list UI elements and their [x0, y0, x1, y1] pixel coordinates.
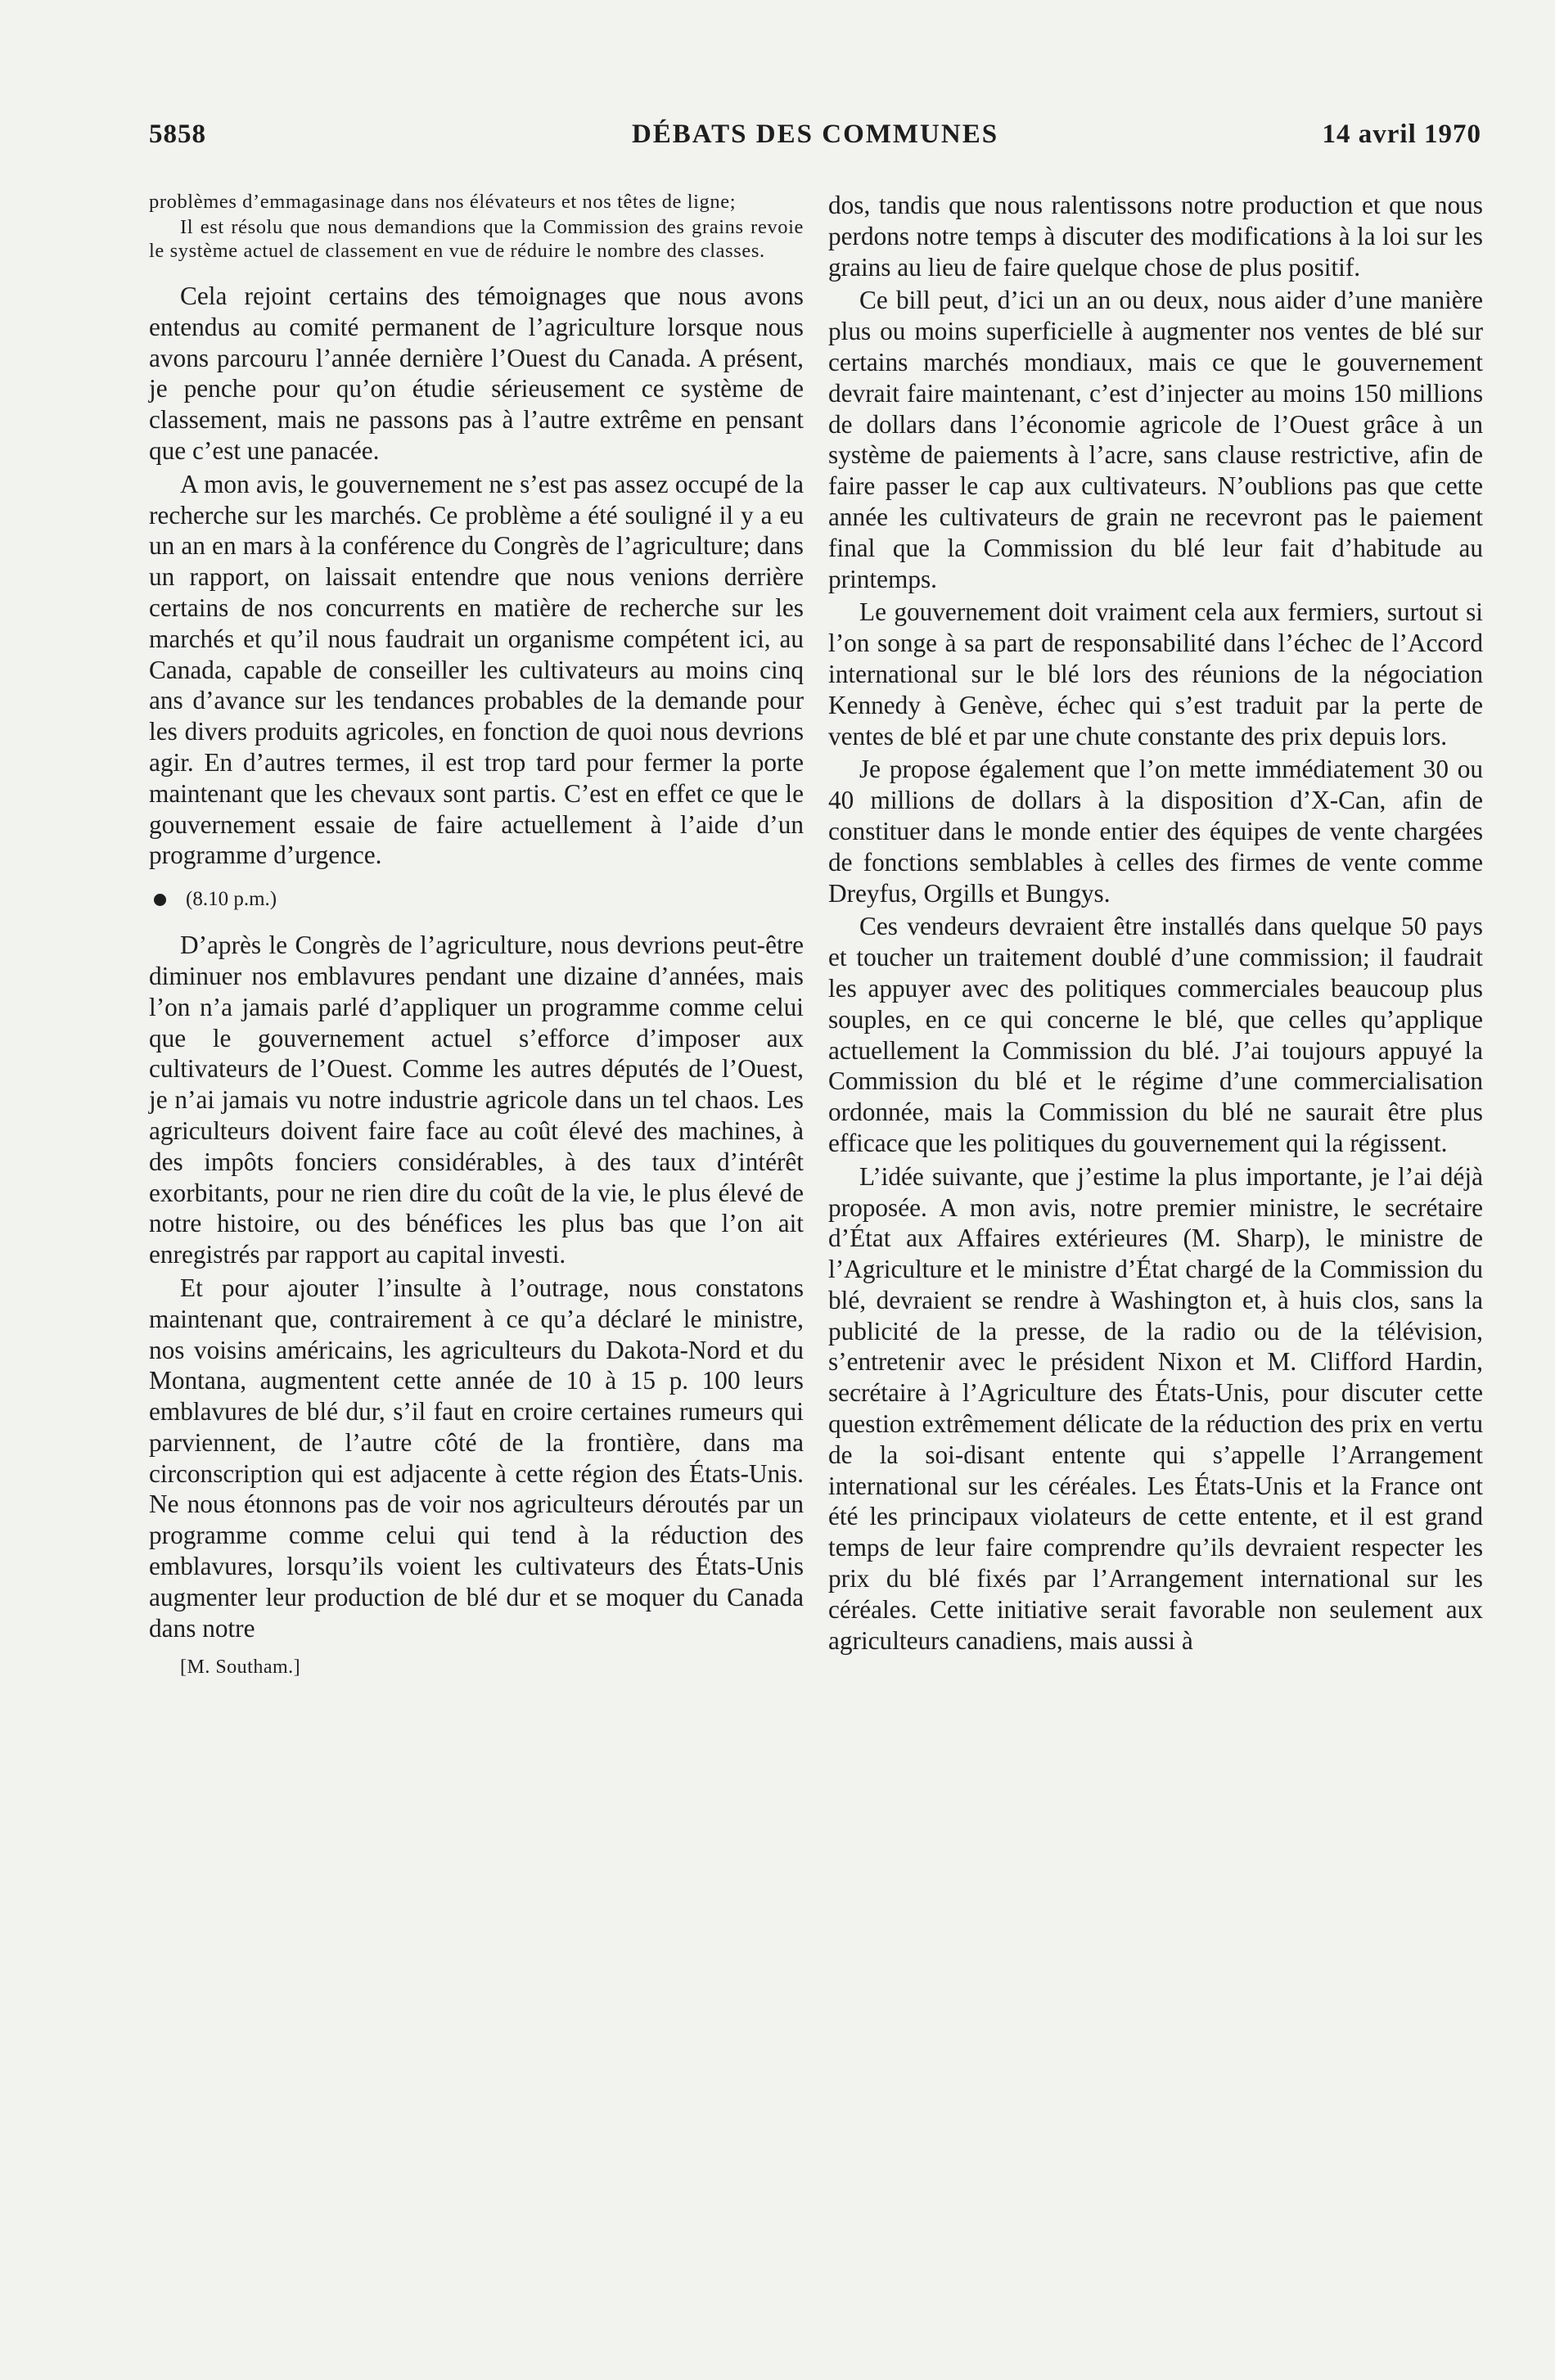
paragraph: Ces vendeurs devraient être installés dans quelque 50 pays et toucher un traitement doublé d’une commission; il faudrait les appuyer avec des politiques commerciales beaucoup plus souples, en ce qui concerne le blé, que celles qu’applique actuellement la Commission du blé. J’ai toujours appuyé la Commission du blé et le régime d’une commercialisation ordonnée, mais la Commission du blé ne saurait être plus efficace que les politiques du gouvernement qui la régissent. — [828, 912, 1483, 1157]
paragraph: L’idée suivante, que j’estime la plus importante, je l’ai déjà proposée. A mon avis, notre premier ministre, le secrétaire d’État aux Affaires extérieures (M. Sharp), le ministre de l’Agriculture et le ministre d’État chargé de la Commission du blé, devraient se rendre à Washington et, à huis clos, sans la publicité de la presse, de la radio ou de la télévision, s’entretenir avec le président Nixon et M. Clifford Hardin, secrétaire à l’Agriculture des États-Unis, pour discuter cette question extrêmement délicate de la réduction des prix en vertu de la soi-disant entente qui s’appelle l’Arrangement international sur les céréales. Les États-Unis et la France ont été les principaux violateurs de cette entente, et il est grand temps de leur faire comprendre qu’ils devraient respecter les prix du blé fixés par l’Arrangement international sur les céréales. Cette initiative serait favorable non seulement aux agriculteurs canadiens, mais aussi à — [828, 1161, 1483, 1655]
paragraph: Le gouvernement doit vraiment cela aux fermiers, surtout si l’on songe à sa part de responsabilité dans l’échec de l’Accord international sur le blé lors des réunions de la négociation Kennedy à Genève, échec qui s’est traduit par la perte de ventes de blé et par une chute constante des prix depuis lors. — [828, 597, 1483, 751]
paragraph: Cela rejoint certains des témoignages que nous avons entendus au comité permanent de l’agriculture lorsque nous avons parcouru l’année dernière l’Ouest du Canada. A présent, je penche pour qu’on étudie sérieusement ce système de classement, mais ne passons pas à l’autre extrême en pensant que c’est une panacée. — [149, 282, 804, 465]
time-marker — [154, 887, 804, 912]
left-column — [149, 190, 804, 1679]
quote-line: Il est résolu que nous demandions que la Commission des grains revoie le système actuel de classement en vue de réduire le nombre des classes. — [149, 216, 804, 262]
paragraph: Je propose également que l’on mette immédiatement 30 ou 40 millions de dollars à la disposition d’X-Can, afin de constituer dans le monde entier des équipes de vente chargées de fonctions semblables à celles des firmes de vente comme Dreyfus, Orgills et Bungys. — [828, 755, 1483, 908]
quote-line: problèmes d’emmagasinage dans nos élévateurs et nos têtes de ligne; — [149, 191, 737, 213]
paragraph: D’après le Congrès de l’agriculture, nous devrions peut-être diminuer nos emblavures pendant une dizaine d’années, mais l’on n’a jamais parlé d’appliquer un programme comme celui que le gouvernement actuel s’efforce d’imposer aux cultivateurs de l’Ouest. Comme les autres députés de l’Ouest, je n’ai jamais vu notre industrie agricole dans un tel chaos. Les agriculteurs doivent faire face au coût élevé des machines, à des impôts fonciers considérables, à des taux d’intérêt exorbitants, pour ne rien dire du coût de la vie, le plus élevé de notre histoire, ou des bénéfices les plus bas que l’on ait enregistrés par rapport au capital investi. — [149, 931, 804, 1269]
paragraph: Et pour ajouter l’insulte à l’outrage, nous constatons maintenant que, contrairement à ce qu’a déclaré le ministre, nos voisins américains, les agriculteurs du Dakota-Nord et du Montana, augmentent cette année de 10 à 15 p. 100 leurs emblavures de blé dur, s’il faut en croire certaines rumeurs qui parviennent, de l’autre côté de la frontière, dans ma circonscription qui est adjacente à cette région des États-Unis. Ne nous étonnons pas de voir nos agriculteurs déroutés par un programme comme celui qui tend à la réduction des emblavures, lorsqu’ils voient les cultivateurs des États-Unis augmenter leur production de blé dur et se moquer du Canada dans notre — [149, 1273, 804, 1643]
page-number: 5858 — [149, 119, 206, 149]
page-date: 14 avril 1970 — [1322, 119, 1481, 149]
page-header — [149, 119, 1481, 165]
paragraph-continuation: dos, tandis que nous ralentissons notre production et que nous perdons notre temps à discuter des modifications à la loi sur les grains au lieu de faire quelque chose de plus positif. — [828, 191, 1483, 282]
paragraph: A mon avis, le gouvernement ne s’est pas assez occupé de la recherche sur les marchés. Ce problème a été souligné il y a eu un an en mars à la conférence du Congrès de l’agriculture; dans un rapport, on laissait entendre que nous venions derrière certains de nos concurrents en matière de recherche sur les marchés et qu’il nous faudrait un organisme compétent ici, au Canada, capable de conseiller les cultivateurs au moins cinq ans d’avance sur les tendances probables de la demande pour les divers produits agricoles, en fonction de quoi nous devrions agir. En d’autres termes, il est trop tard pour fermer la porte maintenant que les chevaux sont partis. C’est en effet ce que le gouvernement essaie de faire actuellement à l’aide d’un programme d’urgence. — [149, 469, 804, 870]
paragraph: Ce bill peut, d’ici un an ou deux, nous aider d’une manière plus ou moins superficielle à augmenter nos ventes de blé sur certains marchés mondiaux, mais ce que le gouvernement devrait faire maintenant, c’est d’injecter au moins 150 millions de dollars dans l’économie agricole de l’Ouest grâce à un système de paiements à l’acre, sans clause restrictive, afin de faire passer le cap aux cultivateurs. N’oublions pas que cette année les cultivateurs de grain ne recevront pas le paiement final que la Commission du blé leur fait d’habitude au printemps. — [828, 286, 1483, 593]
bullet-icon — [154, 894, 166, 906]
quoted-resolution — [149, 190, 804, 263]
speaker-attribution: [M. Southam.] — [180, 1657, 301, 1679]
publication-title: DÉBATS DES COMMUNES — [631, 119, 999, 149]
time-marker-text: (8.10 p.m.) — [186, 888, 277, 911]
right-column — [828, 190, 1483, 1658]
